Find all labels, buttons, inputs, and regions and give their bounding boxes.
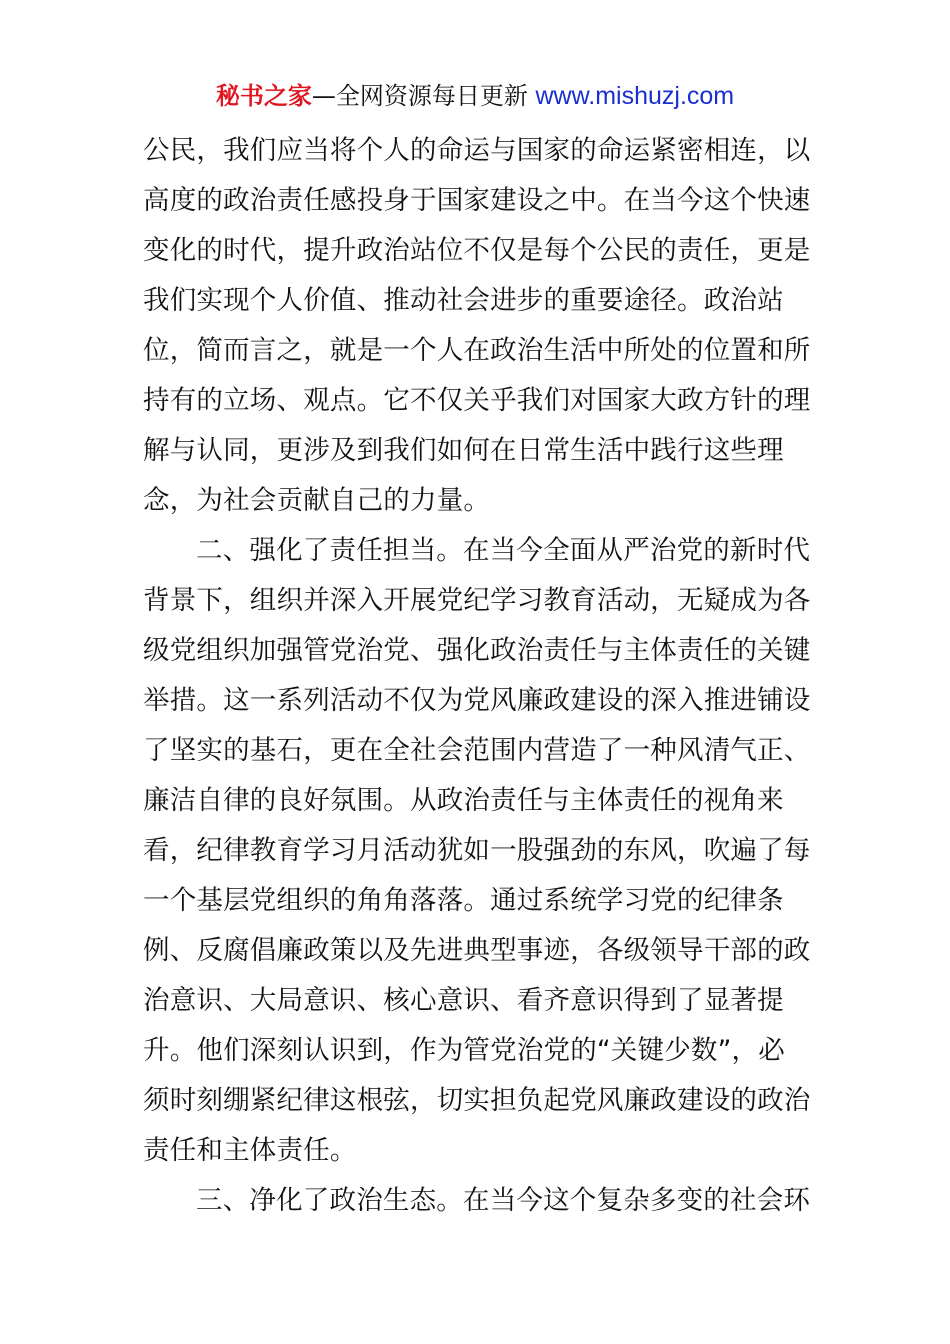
- text-line: 例、反腐倡廉政策以及先进典型事迹，各级领导干部的政: [143, 935, 811, 966]
- section-heading-line: 二、强化了责任担当。在当今全面从严治党的新时代: [196, 535, 811, 566]
- site-url-link[interactable]: www.mishuzj.com: [535, 82, 735, 110]
- text-line: 变化的时代，提升政治站位不仅是每个公民的责任，更是: [143, 235, 811, 266]
- text-line: 治意识、大局意识、核心意识、看齐意识得到了显著提: [143, 985, 784, 1016]
- header-tagline: —全网资源每日更新: [311, 82, 536, 110]
- text-line: 一个基层党组织的角角落落。通过系统学习党的纪律条: [143, 885, 784, 916]
- text-line: 高度的政治责任感投身于国家建设之中。在当今这个快速: [143, 185, 811, 216]
- brand-name: 秘书之家: [215, 82, 312, 110]
- text-line: 了坚实的基石，更在全社会范围内营造了一种风清气正、: [143, 735, 811, 766]
- text-line: 责任和主体责任。: [143, 1135, 357, 1166]
- section-heading-line: 三、净化了政治生态。在当今这个复杂多变的社会环: [196, 1185, 811, 1216]
- text-line: 升。他们深刻认识到，作为管党治党的“关键少数”，必: [143, 1035, 785, 1066]
- document-body: [143, 126, 811, 1226]
- text-line: 级党组织加强管党治党、强化政治责任与主体责任的关键: [143, 635, 811, 666]
- text-line: 背景下，组织并深入开展党纪学习教育活动，无疑成为各: [143, 585, 811, 616]
- text-line: 持有的立场、观点。它不仅关乎我们对国家大政方针的理: [143, 385, 811, 416]
- text-line: 位，简而言之，就是一个人在政治生活中所处的位置和所: [143, 335, 811, 366]
- text-line: 看，纪律教育学习月活动犹如一股强劲的东风，吹遍了每: [143, 835, 811, 866]
- text-line: 解与认同，更涉及到我们如何在日常生活中践行这些理: [143, 435, 784, 466]
- text-line: 须时刻绷紧纪律这根弦，切实担负起党风廉政建设的政治: [143, 1085, 811, 1116]
- text-line: 念，为社会贡献自己的力量。: [143, 485, 491, 516]
- text-line: 廉洁自律的良好氛围。从政治责任与主体责任的视角来: [143, 785, 784, 816]
- site-header: [0, 78, 950, 114]
- text-line: 公民，我们应当将个人的命运与国家的命运紧密相连，以: [143, 135, 811, 166]
- text-line: 举措。这一系列活动不仅为党风廉政建设的深入推进铺设: [143, 685, 811, 716]
- text-line: 我们实现个人价值、推动社会进步的重要途径。政治站: [143, 285, 784, 316]
